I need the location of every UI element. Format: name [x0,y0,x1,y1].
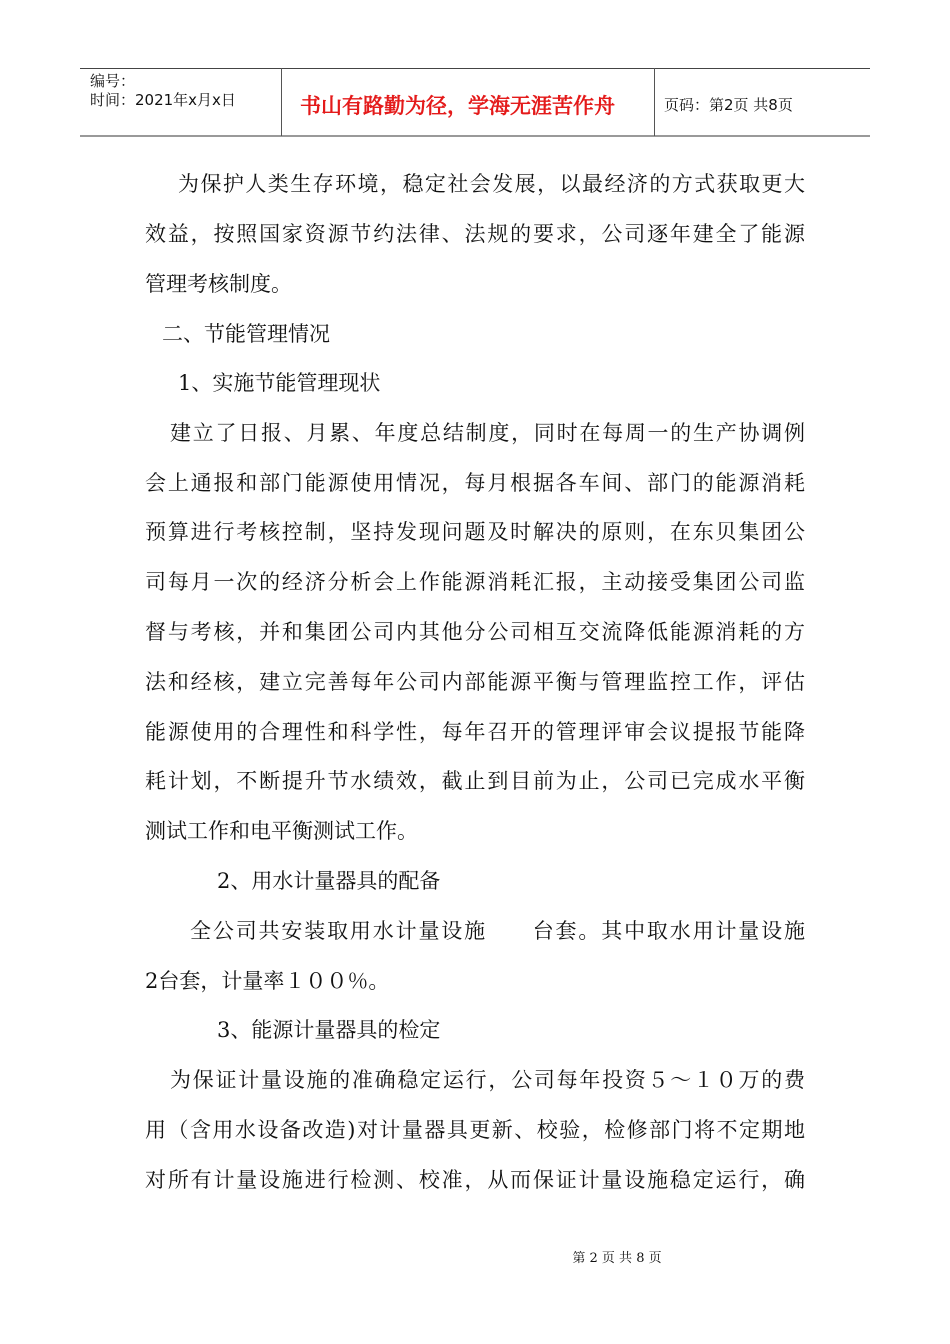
body-line: 能源使用的合理性和科学性，每年召开的管理评审会议提报节能降 [145,720,805,744]
body-line: 为保护人类生存环境，稳定社会发展，以最经济的方式获取更大 [178,172,805,196]
subsection-heading: 3、能源计量器具的检定 [217,1018,441,1042]
body-line: 司每月一次的经济分析会上作能源消耗汇报，主动接受集团公司监 [145,570,805,594]
body-line: 预算进行考核控制，坚持发现问题及时解决的原则，在东贝集团公 [145,520,805,544]
body-line: 全公司共安装取用水计量设施 台套。其中取水用计量设施 [190,919,805,943]
body-line: 2台套，计量率１００％。 [145,969,390,993]
header-bottom-rule [80,135,870,137]
subsection-heading: 2、用水计量器具的配备 [217,869,441,893]
body-line: 会上通报和部门能源使用情况，每月根据各车间、部门的能源消耗 [145,471,805,495]
body-line: 法和经核，建立完善每年公司内部能源平衡与管理监控工作，评估 [145,670,805,694]
body-line: 督与考核，并和集团公司内其他分公司相互交流降低能源消耗的方 [145,620,805,644]
doc-time-label: 时间：2021年x月x日 [90,91,236,109]
body-line: 耗计划，不断提升节水绩效，截止到目前为止，公司已完成水平衡 [145,769,805,793]
header-divider [281,68,282,136]
body-line: 测试工作和电平衡测试工作。 [145,819,418,843]
body-line: 效益，按照国家资源节约法律、法规的要求，公司逐年建全了能源 [145,222,805,246]
body-line: 用（含用水设备改造)对计量器具更新、校验，检修部门将不定期地 [145,1118,805,1142]
header-divider [654,68,655,136]
page-footer: 第 2 页 共 8 页 [572,1251,662,1266]
subsection-heading: 1、实施节能管理现状 [178,371,381,395]
body-line: 管理考核制度。 [145,272,292,296]
body-line: 为保证计量设施的准确稳定运行，公司每年投资５～１０万的费 [170,1068,805,1092]
body-line: 建立了日报、月累、年度总结制度，同时在每周一的生产协调例 [170,421,805,445]
body-line: 对所有计量设施进行检测、校准，从而保证计量设施稳定运行，确 [145,1168,805,1192]
header-motto: 书山有路勤为径，学海无涯苦作舟 [300,94,615,118]
header-top-rule [80,68,870,69]
section-heading: 二、节能管理情况 [162,322,330,346]
doc-number-label: 编号： [90,72,136,90]
header-page-info: 页码：第2页 共8页 [664,96,793,114]
